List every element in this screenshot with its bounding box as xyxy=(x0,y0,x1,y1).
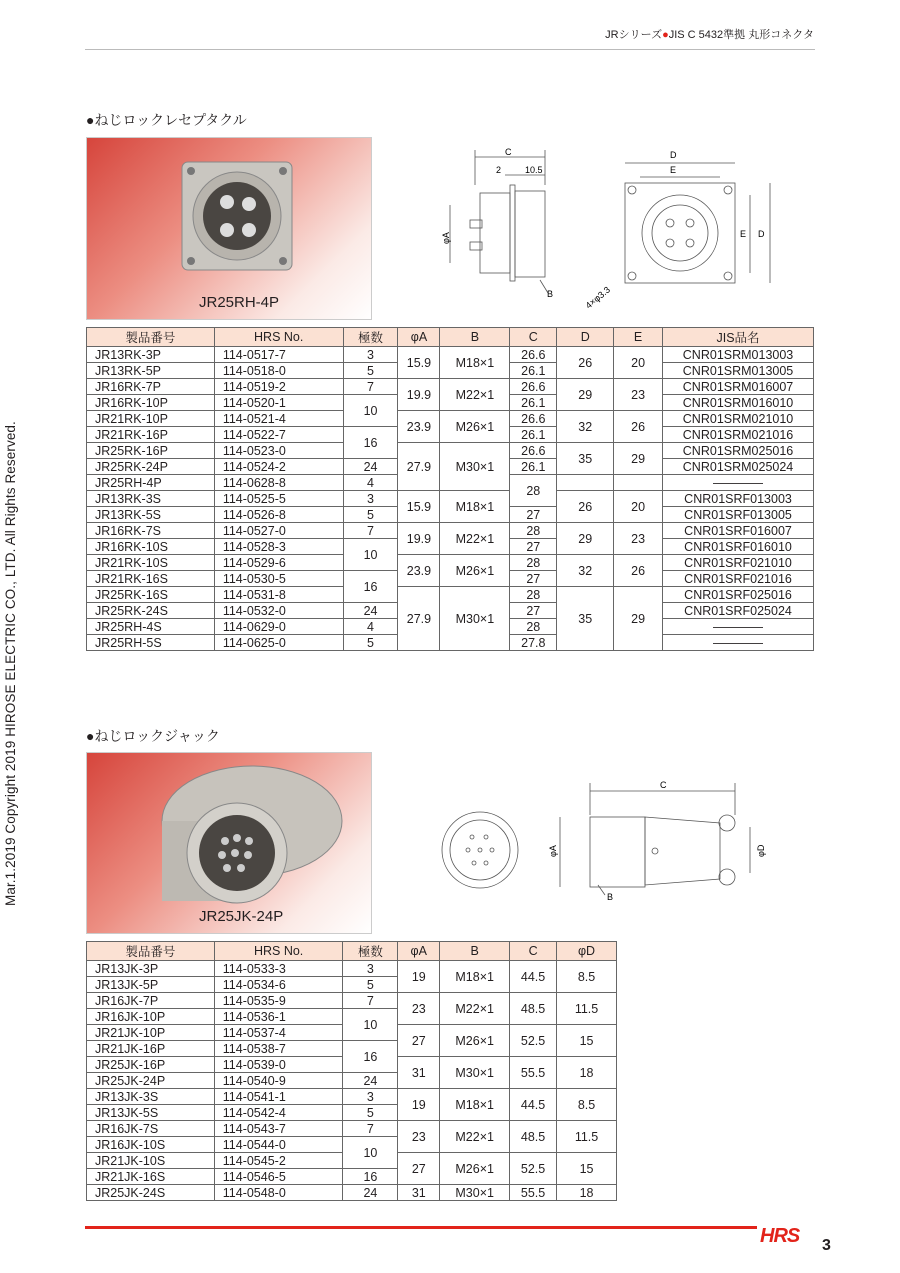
table-cell: 29 xyxy=(557,523,614,555)
col-header: HRS No. xyxy=(214,328,343,347)
receptacle-photo xyxy=(86,137,372,320)
table-cell: 19 xyxy=(398,961,440,993)
table-cell: JR16RK-7P xyxy=(87,379,215,395)
jack-spec-table xyxy=(86,941,617,1201)
table-cell: 114-0529-6 xyxy=(214,555,343,571)
table-cell: 114-0518-0 xyxy=(214,363,343,379)
receptacle-drawing xyxy=(430,145,790,315)
table-cell: 23 xyxy=(614,523,663,555)
table-cell: JR25JK-24S xyxy=(87,1185,215,1201)
table-cell: JR25RH-4S xyxy=(87,619,215,635)
jack-drawing xyxy=(430,775,790,915)
table-cell: 114-0532-0 xyxy=(214,603,343,619)
table-row xyxy=(87,1089,617,1105)
table-cell: 114-0531-8 xyxy=(214,587,343,603)
table-cell: M30×1 xyxy=(440,587,510,651)
table-cell: 5 xyxy=(343,977,398,993)
table-cell: 16 xyxy=(343,1041,398,1073)
table-cell: 114-0536-1 xyxy=(214,1009,343,1025)
dim-E: E xyxy=(670,165,677,175)
col-header: φA xyxy=(398,942,440,961)
table-cell: 20 xyxy=(614,347,663,379)
table-cell: JR16RK-10P xyxy=(87,395,215,411)
copyright-text: Mar.1.2019 Copyright 2019 HIROSE ELECTRIC CO., LTD. All Rights Reserved. xyxy=(3,421,18,906)
table-cell: 23 xyxy=(614,379,663,411)
table-cell: 7 xyxy=(343,993,398,1009)
table-cell: 4 xyxy=(343,475,398,491)
table-cell: JR16JK-10P xyxy=(87,1009,215,1025)
table-cell: CNR01SRM025024 xyxy=(663,459,814,475)
table-cell: CNR01SRF025016 xyxy=(663,587,814,603)
table-cell: 114-0540-9 xyxy=(214,1073,343,1089)
table-cell: CNR01SRF013003 xyxy=(663,491,814,507)
table-cell: 114-0520-1 xyxy=(214,395,343,411)
table-cell: 26.6 xyxy=(510,379,557,395)
table-cell: 48.5 xyxy=(510,1121,557,1153)
table-cell: M26×1 xyxy=(440,1025,510,1057)
table-cell: 35 xyxy=(557,443,614,475)
table-cell: 5 xyxy=(343,507,398,523)
table-cell: 3 xyxy=(343,1089,398,1105)
dim-phiD: φD xyxy=(756,844,766,857)
table-cell: 15.9 xyxy=(398,347,440,379)
table-cell: 114-0526-8 xyxy=(214,507,343,523)
table-cell: JR13RK-5S xyxy=(87,507,215,523)
table-cell: 114-0546-5 xyxy=(214,1169,343,1185)
table-cell: 114-0545-2 xyxy=(214,1153,343,1169)
table-header-row xyxy=(87,942,617,961)
table-cell: 27 xyxy=(398,1153,440,1185)
table-cell: CNR01SRM021016 xyxy=(663,427,814,443)
table-cell: 114-0548-0 xyxy=(214,1185,343,1201)
table-cell: 114-0523-0 xyxy=(214,443,343,459)
table-cell: 114-0541-1 xyxy=(214,1089,343,1105)
table-cell: JR13RK-3P xyxy=(87,347,215,363)
table-header-row xyxy=(87,328,814,347)
table-cell: ———— xyxy=(663,475,814,491)
table-cell: M18×1 xyxy=(440,961,510,993)
table-cell: M22×1 xyxy=(440,523,510,555)
table-cell: 114-0544-0 xyxy=(214,1137,343,1153)
table-cell: CNR01SRF025024 xyxy=(663,603,814,619)
table-cell: M30×1 xyxy=(440,1185,510,1201)
table-cell: JR13JK-5P xyxy=(87,977,215,993)
table-cell: 26 xyxy=(614,555,663,587)
jack-photo xyxy=(86,752,372,934)
table-cell: 11.5 xyxy=(557,1121,617,1153)
table-row xyxy=(87,411,814,427)
table-cell: 19.9 xyxy=(398,379,440,411)
table-cell: CNR01SRM025016 xyxy=(663,443,814,459)
table-cell: 23 xyxy=(398,1121,440,1153)
table-cell: 10 xyxy=(343,1009,398,1041)
table-cell: 114-0625-0 xyxy=(214,635,343,651)
table-cell: 26.1 xyxy=(510,427,557,443)
page-number: 3 xyxy=(822,1237,831,1254)
table-cell: 16 xyxy=(343,427,398,459)
table-cell: M26×1 xyxy=(440,1153,510,1185)
table-cell xyxy=(557,475,614,491)
table-cell: 11.5 xyxy=(557,993,617,1025)
table-cell: JR25RK-16P xyxy=(87,443,215,459)
table-cell: 24 xyxy=(343,459,398,475)
table-cell: 28 xyxy=(510,523,557,539)
table-cell: 18 xyxy=(557,1185,617,1201)
table-row xyxy=(87,587,814,603)
dim-2: 2 xyxy=(496,165,502,175)
table-cell: JR21JK-10S xyxy=(87,1153,215,1169)
col-header: B xyxy=(440,942,510,961)
table-row xyxy=(87,1121,617,1137)
table-cell: 15.9 xyxy=(398,491,440,523)
dim-phiA: φA xyxy=(548,845,558,857)
table-cell: 26 xyxy=(557,347,614,379)
table-cell: 114-0534-6 xyxy=(214,977,343,993)
table-cell: JR21JK-16P xyxy=(87,1041,215,1057)
series-name: JRシリーズ xyxy=(605,29,663,41)
page-header xyxy=(605,26,814,42)
table-cell: 28 xyxy=(510,475,557,507)
table-cell: 8.5 xyxy=(557,961,617,993)
table-row xyxy=(87,993,617,1009)
dim-D: D xyxy=(670,150,677,160)
table-cell: 114-0535-9 xyxy=(214,993,343,1009)
table-cell: JR13RK-3S xyxy=(87,491,215,507)
table-cell: 27 xyxy=(510,571,557,587)
table-cell: 27 xyxy=(510,603,557,619)
table-cell: 20 xyxy=(614,491,663,523)
section-title-jack: ●ねじロックジャック xyxy=(86,728,220,744)
table-cell: M26×1 xyxy=(440,411,510,443)
hrs-logo: HRS xyxy=(760,1225,800,1247)
table-row xyxy=(87,961,617,977)
table-cell: 29 xyxy=(557,379,614,411)
dim-B: B xyxy=(607,892,614,902)
section-title-receptacle: ●ねじロックレセプタクル xyxy=(86,112,247,128)
table-cell: M26×1 xyxy=(440,555,510,587)
table-cell: 3 xyxy=(343,961,398,977)
dim-C: C xyxy=(505,147,512,157)
table-cell: JR21RK-16S xyxy=(87,571,215,587)
table-cell: 15 xyxy=(557,1025,617,1057)
table-cell: 114-0521-4 xyxy=(214,411,343,427)
table-cell: M22×1 xyxy=(440,379,510,411)
table-cell: 3 xyxy=(343,491,398,507)
table-cell: JR25JK-24P xyxy=(87,1073,215,1089)
table-cell: 7 xyxy=(343,379,398,395)
table-cell: 114-0517-7 xyxy=(214,347,343,363)
table-cell: 29 xyxy=(614,443,663,475)
col-header: C xyxy=(510,328,557,347)
header-divider xyxy=(85,49,815,50)
col-header: φA xyxy=(398,328,440,347)
table-cell: 5 xyxy=(343,1105,398,1121)
table-cell: JR21RK-16P xyxy=(87,427,215,443)
table-cell: M30×1 xyxy=(440,1057,510,1089)
table-cell xyxy=(614,475,663,491)
table-cell: 16 xyxy=(343,571,398,603)
table-cell: 10 xyxy=(343,539,398,571)
col-header: φD xyxy=(557,942,617,961)
table-cell: 114-0542-4 xyxy=(214,1105,343,1121)
table-cell: 16 xyxy=(343,1169,398,1185)
table-cell: 55.5 xyxy=(510,1057,557,1089)
table-cell: ———— xyxy=(663,619,814,635)
photo-caption: JR25RH-4P xyxy=(199,294,280,311)
table-cell: 26.1 xyxy=(510,363,557,379)
table-cell: CNR01SRM016010 xyxy=(663,395,814,411)
table-cell: M18×1 xyxy=(440,1089,510,1121)
table-cell: 114-0525-5 xyxy=(214,491,343,507)
col-header: C xyxy=(510,942,557,961)
table-cell: CNR01SRF016010 xyxy=(663,539,814,555)
table-cell: 26.6 xyxy=(510,411,557,427)
table-cell: 55.5 xyxy=(510,1185,557,1201)
table-cell: 31 xyxy=(398,1185,440,1201)
table-cell: CNR01SRF021010 xyxy=(663,555,814,571)
table-cell: JR25RK-24P xyxy=(87,459,215,475)
table-cell: 26 xyxy=(614,411,663,443)
table-cell: 27.8 xyxy=(510,635,557,651)
table-cell: 27 xyxy=(510,507,557,523)
table-cell: 28 xyxy=(510,619,557,635)
table-cell: 26.6 xyxy=(510,347,557,363)
dim-D-vertical: D xyxy=(758,229,765,239)
table-cell: CNR01SRF016007 xyxy=(663,523,814,539)
standard-text: JIS C 5432準拠 丸形コネクタ xyxy=(668,29,814,41)
table-cell: CNR01SRM013003 xyxy=(663,347,814,363)
table-row xyxy=(87,443,814,459)
table-cell: JR25RK-24S xyxy=(87,603,215,619)
table-cell: 7 xyxy=(343,1121,398,1137)
table-cell: JR25RH-5S xyxy=(87,635,215,651)
col-header: B xyxy=(440,328,510,347)
table-row xyxy=(87,491,814,507)
table-cell: M22×1 xyxy=(440,993,510,1025)
table-cell: 32 xyxy=(557,555,614,587)
table-cell: 24 xyxy=(343,1185,398,1201)
col-header: 製品番号 xyxy=(87,942,215,961)
col-header: JIS品名 xyxy=(663,328,814,347)
table-row xyxy=(87,555,814,571)
col-header: 製品番号 xyxy=(87,328,215,347)
receptacle-spec-table xyxy=(86,327,814,651)
table-cell: 24 xyxy=(343,603,398,619)
table-cell: 114-0519-2 xyxy=(214,379,343,395)
table-cell: 31 xyxy=(398,1057,440,1089)
table-cell: 114-0528-3 xyxy=(214,539,343,555)
table-cell: ———— xyxy=(663,635,814,651)
table-cell: JR21RK-10P xyxy=(87,411,215,427)
connector-illustration xyxy=(87,138,371,319)
table-cell: JR16RK-7S xyxy=(87,523,215,539)
dim-holes: 4×φ3.3 xyxy=(583,284,612,311)
table-cell: 114-0629-0 xyxy=(214,619,343,635)
table-cell: 35 xyxy=(557,587,614,651)
table-cell: 114-0539-0 xyxy=(214,1057,343,1073)
table-cell: JR16JK-10S xyxy=(87,1137,215,1153)
table-cell: 114-0524-2 xyxy=(214,459,343,475)
table-cell: 27.9 xyxy=(398,587,440,651)
table-cell: 7 xyxy=(343,523,398,539)
table-cell: 5 xyxy=(343,363,398,379)
table-cell: 114-0522-7 xyxy=(214,427,343,443)
dim-10-5: 10.5 xyxy=(525,165,543,175)
table-cell: 114-0527-0 xyxy=(214,523,343,539)
table-cell: JR25RH-4P xyxy=(87,475,215,491)
table-cell: JR21JK-10P xyxy=(87,1025,215,1041)
table-cell: 27 xyxy=(510,539,557,555)
table-cell: 32 xyxy=(557,411,614,443)
table-cell: JR21JK-16S xyxy=(87,1169,215,1185)
table-cell: 24 xyxy=(343,1073,398,1089)
table-cell: JR13JK-3S xyxy=(87,1089,215,1105)
jack-illustration xyxy=(87,753,371,933)
dim-B: B xyxy=(547,289,554,299)
table-cell: 4 xyxy=(343,619,398,635)
table-cell: M22×1 xyxy=(440,1121,510,1153)
bullet-dot: ● xyxy=(662,29,669,41)
col-header: E xyxy=(614,328,663,347)
table-cell: JR16JK-7P xyxy=(87,993,215,1009)
table-row xyxy=(87,1185,617,1201)
dim-E-vertical: E xyxy=(740,229,747,239)
table-cell: 26.1 xyxy=(510,395,557,411)
col-header: HRS No. xyxy=(214,942,343,961)
table-cell: CNR01SRF013005 xyxy=(663,507,814,523)
table-cell: 10 xyxy=(343,395,398,427)
table-cell: 23.9 xyxy=(398,555,440,587)
table-cell: 10 xyxy=(343,1137,398,1169)
table-cell: JR16RK-10S xyxy=(87,539,215,555)
table-cell: 26.6 xyxy=(510,443,557,459)
table-cell: 114-0530-5 xyxy=(214,571,343,587)
dim-C: C xyxy=(660,780,667,790)
footer-divider xyxy=(85,1226,757,1229)
table-row xyxy=(87,379,814,395)
table-cell: 114-0543-7 xyxy=(214,1121,343,1137)
table-cell: 18 xyxy=(557,1057,617,1089)
table-cell: 8.5 xyxy=(557,1089,617,1121)
table-cell: 44.5 xyxy=(510,961,557,993)
table-cell: 114-0537-4 xyxy=(214,1025,343,1041)
table-cell: 15 xyxy=(557,1153,617,1185)
table-cell: JR25JK-16P xyxy=(87,1057,215,1073)
table-cell: CNR01SRM016007 xyxy=(663,379,814,395)
table-cell: 29 xyxy=(614,587,663,651)
table-cell: JR13RK-5P xyxy=(87,363,215,379)
table-cell: 52.5 xyxy=(510,1025,557,1057)
table-cell: 52.5 xyxy=(510,1153,557,1185)
table-cell: JR25RK-16S xyxy=(87,587,215,603)
table-cell: 23.9 xyxy=(398,411,440,443)
table-cell: JR13JK-5S xyxy=(87,1105,215,1121)
photo-caption: JR25JK-24P xyxy=(199,908,284,925)
table-cell: CNR01SRM021010 xyxy=(663,411,814,427)
table-cell: 27.9 xyxy=(398,443,440,491)
table-cell: 44.5 xyxy=(510,1089,557,1121)
table-cell: 27 xyxy=(398,1025,440,1057)
table-cell: M18×1 xyxy=(440,491,510,523)
dim-phiA: φA xyxy=(441,232,451,244)
table-cell: M18×1 xyxy=(440,347,510,379)
table-cell: CNR01SRF021016 xyxy=(663,571,814,587)
table-cell: 48.5 xyxy=(510,993,557,1025)
table-cell: 114-0628-8 xyxy=(214,475,343,491)
table-cell: 23 xyxy=(398,993,440,1025)
table-cell: JR13JK-3P xyxy=(87,961,215,977)
table-cell: 26.1 xyxy=(510,459,557,475)
table-cell: 26 xyxy=(557,491,614,523)
table-cell: 3 xyxy=(343,347,398,363)
table-cell: CNR01SRM013005 xyxy=(663,363,814,379)
col-header: 極数 xyxy=(343,328,398,347)
table-cell: 19 xyxy=(398,1089,440,1121)
col-header: 極数 xyxy=(343,942,398,961)
table-cell: JR21RK-10S xyxy=(87,555,215,571)
table-cell: 19.9 xyxy=(398,523,440,555)
table-row xyxy=(87,523,814,539)
table-cell: 114-0533-3 xyxy=(214,961,343,977)
table-cell: 5 xyxy=(343,635,398,651)
table-cell: 114-0538-7 xyxy=(214,1041,343,1057)
col-header: D xyxy=(557,328,614,347)
table-cell: 28 xyxy=(510,555,557,571)
table-cell: M30×1 xyxy=(440,443,510,491)
table-cell: JR16JK-7S xyxy=(87,1121,215,1137)
table-cell: 28 xyxy=(510,587,557,603)
table-row xyxy=(87,347,814,363)
